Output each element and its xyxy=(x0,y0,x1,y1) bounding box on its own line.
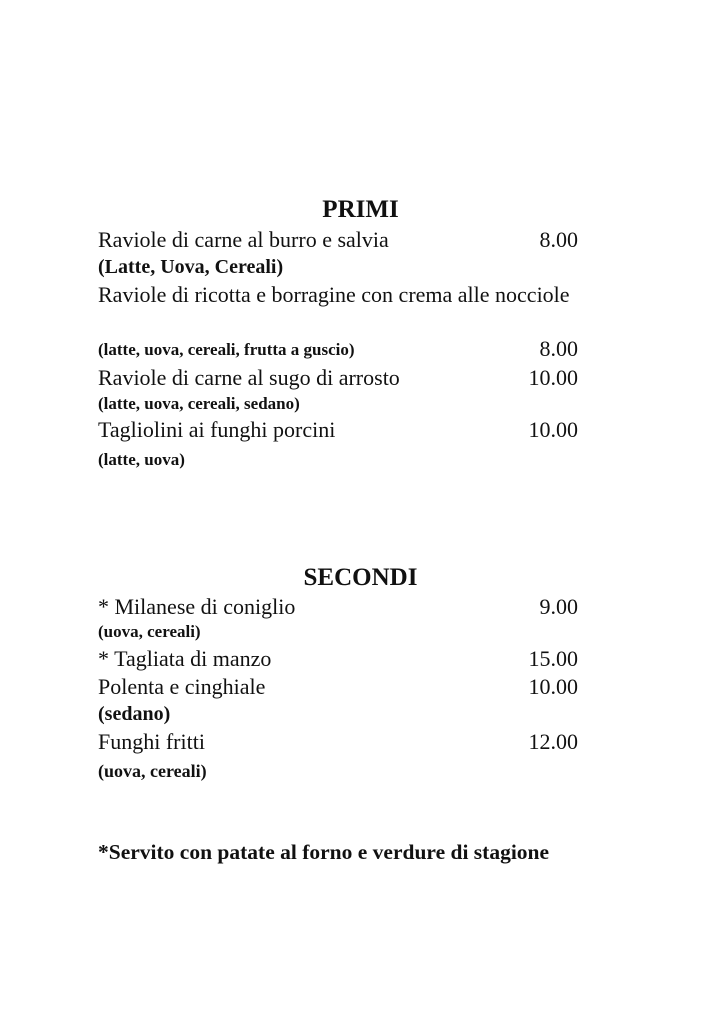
dish-name: Funghi fritti xyxy=(98,729,205,754)
dish-price: 9.00 xyxy=(539,594,578,619)
dish-price: 8.00 xyxy=(539,227,578,252)
dish-price: 10.00 xyxy=(528,417,578,442)
dish-allergens: (latte, uova) xyxy=(98,450,185,469)
dish-name: Polenta e cinghiale xyxy=(98,674,266,699)
dish-price: 10.00 xyxy=(528,365,578,390)
dish-name: Raviole di ricotta e borragine con crema alle nocciole xyxy=(98,282,570,307)
dish-allergens: (latte, uova, cereali, sedano) xyxy=(98,394,300,413)
dish-price: 8.00 xyxy=(539,336,578,361)
dish-allergens: (Latte, Uova, Cereali) xyxy=(98,256,284,278)
dish-name: Raviole di carne al sugo di arrosto xyxy=(98,365,400,390)
dish-price: 10.00 xyxy=(528,674,578,699)
dish-price: 12.00 xyxy=(528,729,578,754)
dish-name: Tagliolini ai funghi porcini xyxy=(98,417,336,442)
dish-name: * Tagliata di manzo xyxy=(98,646,272,671)
dish-allergens: (latte, uova, cereali, frutta a guscio) xyxy=(98,340,355,359)
section-title-secondi: SECONDI xyxy=(303,564,418,591)
dish-allergens: (sedano) xyxy=(98,703,171,725)
dish-price: 15.00 xyxy=(528,646,578,671)
dish-allergens: (uova, cereali) xyxy=(98,622,201,641)
dish-allergens: (uova, cereali) xyxy=(98,761,207,781)
section-title-primi: PRIMI xyxy=(322,196,399,223)
dish-name: Raviole di carne al burro e salvia xyxy=(98,227,389,252)
dish-name: * Milanese di coniglio xyxy=(98,594,296,619)
footnote: *Servito con patate al forno e verdure di stagione xyxy=(98,840,550,864)
